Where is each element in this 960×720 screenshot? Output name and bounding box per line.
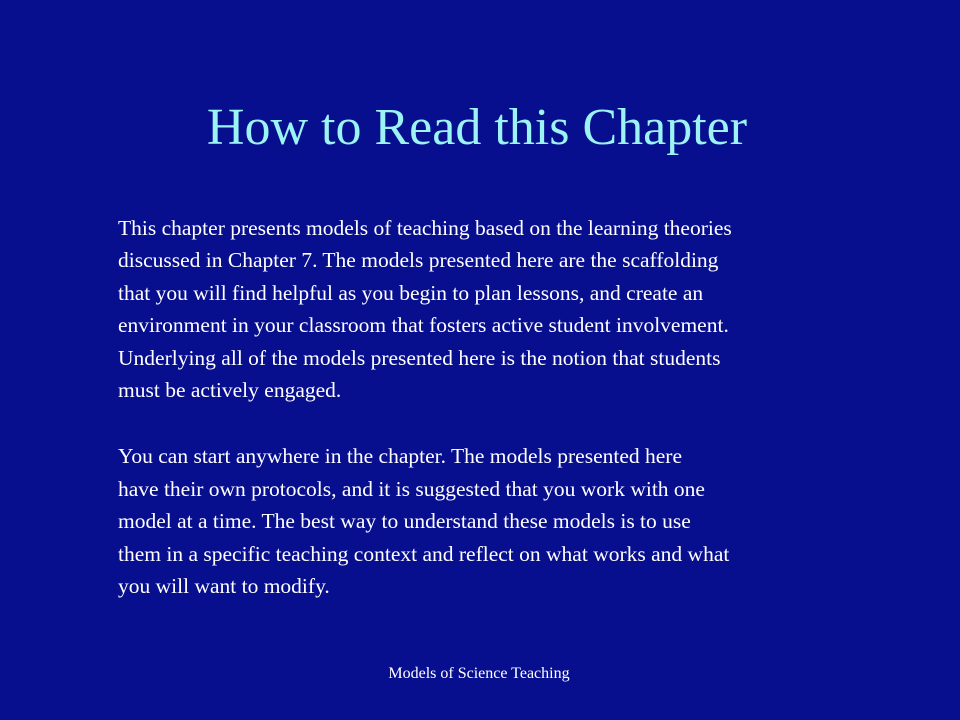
text-line: you will want to modify. (118, 574, 330, 599)
slide-body (118, 212, 898, 602)
paragraph-start-anywhere (118, 440, 898, 602)
text-line: must be actively engaged. (118, 378, 342, 403)
text-line: have their own protocols, and it is suggested that you work with one (118, 476, 705, 501)
slide-title: How to Read this Chapter (206, 99, 748, 156)
paragraph-intro (118, 212, 898, 406)
text-line: that you will find helpful as you begin to plan lessons, and create an (118, 280, 704, 305)
text-line: them in a specific teaching context and reflect on what works and what (118, 541, 730, 566)
text-line: environment in your classroom that fosters active student involvement. (118, 313, 729, 338)
text-line: You can start anywhere in the chapter. The models presented here (118, 444, 682, 469)
text-line: model at a time. The best way to understand these models is to use (118, 509, 691, 534)
text-line: Underlying all of the models presented here is the notion that students (118, 345, 721, 370)
slide-footer: Models of Science Teaching (388, 665, 570, 682)
text-line: discussed in Chapter 7. The models presented here are the scaffolding (118, 248, 719, 273)
text-line: This chapter presents models of teaching based on the learning theories (118, 216, 732, 240)
